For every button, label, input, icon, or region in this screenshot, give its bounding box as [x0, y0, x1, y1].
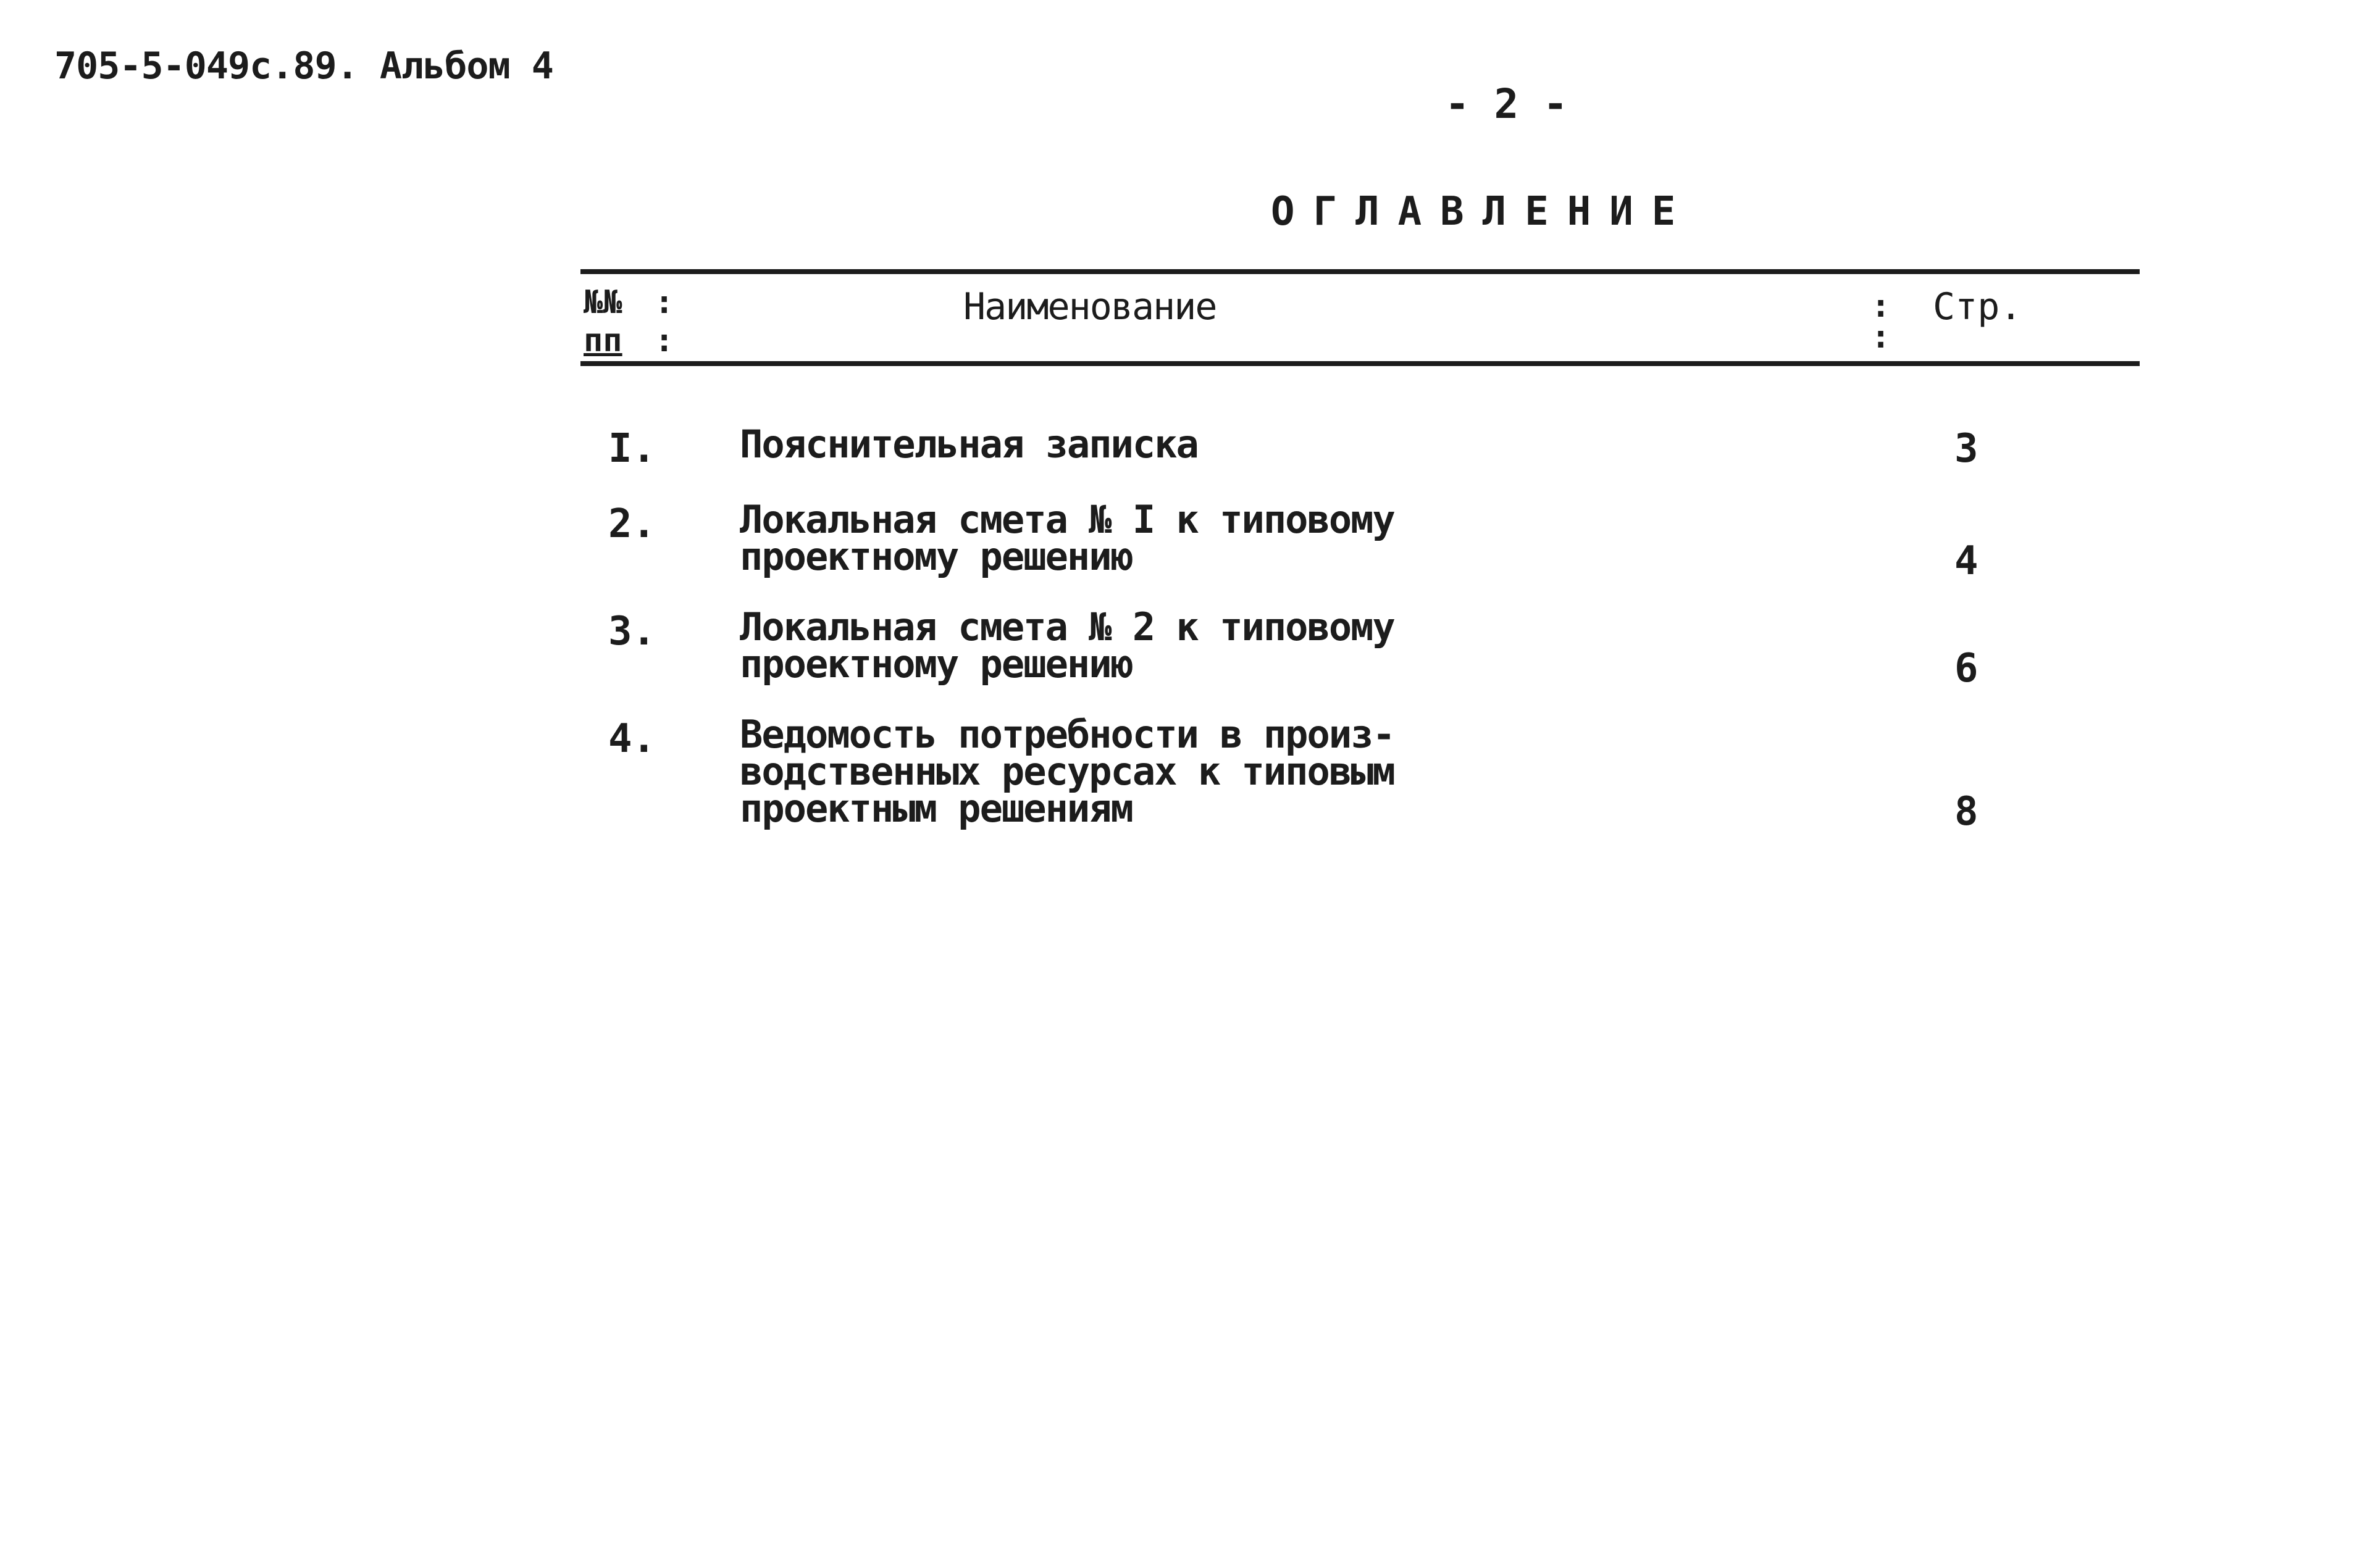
entry-title-line: Локальная смета № 2 к типовому	[740, 604, 1394, 649]
toc-title: ОГЛАВЛЕНИЕ	[1271, 189, 1694, 235]
header-separator: :	[1871, 288, 1891, 325]
entry-title	[740, 422, 1198, 467]
header-separator: :	[655, 284, 674, 321]
entry-page: 8	[1954, 789, 1978, 835]
entry-number: 4.	[608, 716, 656, 762]
entry-title-line: Пояснительная записка	[740, 422, 1198, 467]
entry-title-line: водственных ресурсах к типовым	[740, 749, 1394, 794]
header-name-label: Наименование	[963, 285, 1216, 328]
entry-title	[740, 604, 1394, 686]
entry-page: 3	[1954, 426, 1978, 472]
entry-title	[740, 497, 1394, 579]
table-top-rule	[580, 269, 2140, 274]
entry-title	[740, 712, 1394, 831]
page-number: - 2 -	[1445, 80, 1568, 128]
entry-number: 3.	[608, 609, 656, 654]
table-bottom-rule	[580, 361, 2140, 366]
entry-page: 6	[1954, 646, 1978, 691]
header-number-label: №№	[584, 284, 622, 321]
header-number-label-sub: пп	[584, 322, 622, 359]
entry-title-line: проектным решениям	[740, 786, 1133, 831]
entry-page: 4	[1954, 538, 1978, 584]
header-separator: :	[655, 322, 674, 359]
header-page-label: Стр.	[1933, 285, 2022, 328]
entry-title-line: проектному решению	[740, 641, 1133, 686]
entry-title-line: Ведомость потребности в произ-	[740, 712, 1394, 757]
document-code: 705-5-049с.89. Альбом 4	[54, 44, 553, 88]
entry-number: I.	[608, 426, 656, 472]
entry-title-line: проектному решению	[740, 534, 1133, 579]
header-separator: :	[1871, 319, 1891, 356]
entry-title-line: Локальная смета № I к типовому	[740, 497, 1394, 542]
entry-number: 2.	[608, 501, 656, 547]
